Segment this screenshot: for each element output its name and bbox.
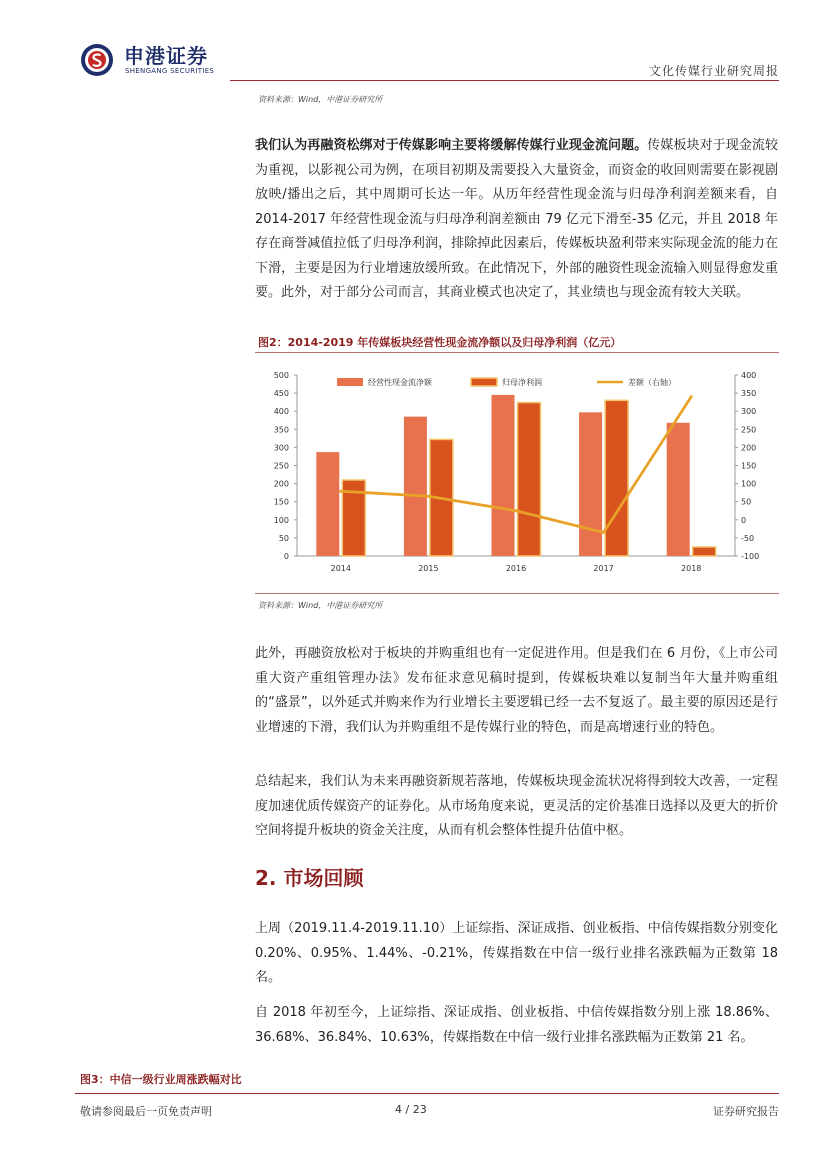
paragraph-weekly-review: 上周（2019.11.4-2019.11.10）上证综指、深证成指、创业板指、中信传媒指数分别变化 0.20%、0.95%、1.44%、-0.21%，传媒指数在中信一级行业排名涨跌幅为正数第 18 名。 [255, 921, 778, 985]
x-axis-tick-label: 2015 [418, 564, 439, 573]
left-axis-tick-label: 400 [273, 407, 289, 417]
chart-line [339, 395, 692, 534]
bar-经营性现金流净额 [492, 395, 515, 556]
legend-label: 归母净利润 [502, 378, 542, 387]
x-axis-tick-label: 2014 [330, 564, 351, 573]
bar-经营性现金流净额 [579, 412, 602, 556]
right-axis-tick-label: 50 [741, 497, 752, 507]
right-axis-tick-label: 100 [741, 479, 757, 489]
legend-swatch [337, 378, 363, 386]
figure-2-bottom-rule [255, 593, 779, 594]
line-point [690, 395, 693, 398]
company-logo-icon [80, 43, 114, 77]
legend-label: 经营性现金流净额 [368, 378, 432, 387]
brand-subtitle: SHENGANG SECURITIES [125, 67, 215, 75]
paragraph-ytd-review: 自 2018 年初至今，上证综指、深证成指、创业板指、中信传媒指数分别上涨 18.86%、36.68%、36.84%、10.63%，传媒指数在中信一级行业排名涨跌幅为正数第 21 名。 [255, 1005, 778, 1045]
bar-经营性现金流净额 [404, 417, 427, 556]
chart-bars [316, 395, 715, 556]
right-axis-tick-label: -50 [741, 533, 755, 543]
legend-swatch [471, 378, 497, 386]
right-axis-tick-label: 350 [741, 389, 757, 399]
paragraph-cashflow-body: 传媒板块对于现金流较为重视，以影视公司为例，在项目初期及需要投入大量资金，而资金的收回则需要在影视剧放映/播出之后，其中周期可长达一年。从历年经营性现金流与归母净利润差额来看，自 2014-2017 年经营性现金流与归母净利润差额由 79 亿元下滑至-35 亿元，并且 2018 年存在商誉减值拉低了归母净利润，排除掉此因素后，传媒板块盈利带来实际现金流的能力在下滑，主要是因为行业增速放缓所致。在此情况下，外部的融资性现金流输入则显得愈发重要。此外，对于部分公司而言，其商业模式也决定了，其业绩也与现金流有较大关联。 [255, 138, 778, 300]
footer-disclaimer: 敬请参阅最后一页免责声明 [80, 1105, 212, 1118]
right-axis-tick-label: 0 [741, 515, 747, 525]
left-axis-tick-label: 450 [273, 389, 289, 399]
left-axis-tick-label: 200 [273, 479, 289, 489]
right-axis-tick-label: 400 [741, 371, 757, 380]
cashflow-profit-chart [255, 355, 779, 591]
figure-3-title: 图3：中信一级行业周涨跌幅对比 [80, 1073, 242, 1086]
right-axis-tick-label: 150 [741, 461, 757, 471]
bar-归母净利润 [693, 547, 716, 556]
left-axis-tick-label: 300 [273, 443, 289, 453]
line-point [339, 490, 342, 493]
x-axis-tick-label: 2017 [593, 564, 614, 573]
line-point [515, 509, 518, 512]
figure-2-source: 资料来源：Wind，中港证券研究所 [258, 601, 383, 610]
footer-page-number: 4 / 23 [395, 1103, 427, 1116]
left-axis-tick-label: 150 [273, 497, 289, 507]
left-axis-tick-label: 250 [273, 461, 289, 471]
left-axis-tick-label: 50 [278, 533, 289, 543]
line-point [602, 531, 605, 534]
brand-name: 申港证券 [124, 44, 208, 68]
left-axis-tick-label: 0 [283, 552, 289, 561]
paragraph-cashflow [255, 134, 778, 306]
x-axis-tick-label: 2018 [681, 564, 702, 573]
paragraph-mna: 此外，再融资放松对于板块的并购重组也有一定促进作用。但是我们在 6 月份，《上市公司重大资产重组管理办法》发布征求意见稿时提到，传媒板块难以复制当年大量并购重组的“盛景”，以外延式并购来作为行业增长主要逻辑已经一去不复返了。最主要的原因还是行业增速的下滑，我们认为并购重组不是传媒行业的特色，而是高增速行业的特色。 [255, 646, 778, 735]
left-axis-tick-label: 100 [273, 515, 289, 525]
footer-divider [75, 1093, 779, 1094]
legend-label: 差额（右轴） [628, 378, 676, 387]
paragraph-cashflow-lead: 我们认为再融资松绑对于传媒影响主要将缓解传媒行业现金流问题。 [255, 138, 648, 153]
right-axis-tick-label: -100 [741, 552, 760, 561]
footer-doc-type: 证券研究报告 [713, 1105, 779, 1118]
bar-经营性现金流净额 [316, 452, 339, 556]
bar-归母净利润 [605, 400, 628, 556]
source-note-top: 资料来源：Wind，中港证券研究所 [258, 95, 383, 104]
right-axis-tick-label: 300 [741, 407, 757, 417]
line-point [427, 495, 430, 498]
x-axis-tick-label: 2016 [505, 564, 527, 573]
report-type: 文化传媒行业研究周报 [648, 64, 779, 78]
chart-legend [337, 377, 676, 387]
right-axis-tick-label: 200 [741, 443, 757, 453]
bar-归母净利润 [518, 403, 541, 556]
left-axis-tick-label: 500 [273, 371, 289, 380]
paragraph-summary: 总结起来，我们认为未来再融资新规若落地，传媒板块现金流状况将得到较大改善，一定程度加速优质传媒资产的证券化。从市场角度来说，更灵活的定价基准日选择以及更大的折价空间将提升板块的资金关注度，从而有机会整体性提升估值中枢。 [255, 774, 778, 838]
section-title-market-review: 2. 市场回顾 [255, 866, 364, 890]
figure-2-title: 图2：2014-2019 年传媒板块经营性现金流净额以及归母净利润（亿元） [258, 336, 622, 349]
header-divider [230, 80, 779, 81]
right-axis-tick-label: 250 [741, 425, 757, 435]
bar-经营性现金流净额 [667, 423, 690, 556]
left-axis-tick-label: 350 [273, 425, 289, 435]
figure-2-top-rule [255, 352, 779, 353]
